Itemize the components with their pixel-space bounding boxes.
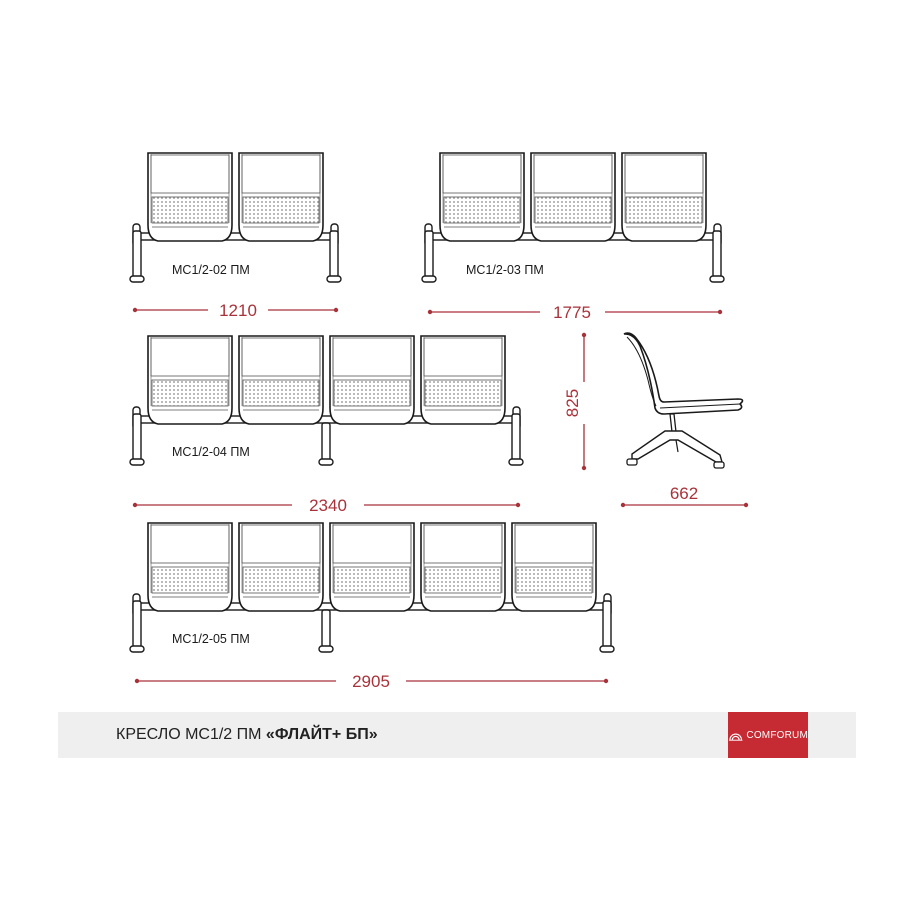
- product-title-bold: «ФЛАЙТ+ БП»: [265, 726, 378, 743]
- brand-name: COMFORUM: [746, 729, 808, 741]
- dimension-2905: [135, 672, 608, 691]
- height-label: 825: [563, 388, 582, 418]
- seat: [531, 153, 615, 241]
- depth-label: 662: [669, 484, 699, 503]
- seat: [239, 523, 323, 611]
- width-label: 2905: [352, 672, 390, 691]
- bench-3-seat: [422, 153, 724, 282]
- side-view-chair: [624, 333, 743, 468]
- width-label: 1775: [553, 303, 591, 322]
- seat: [330, 523, 414, 611]
- seat: [148, 336, 232, 424]
- dimension-1775: [428, 303, 722, 322]
- model-label: МС1/2-05 ПМ: [172, 632, 250, 646]
- seat: [421, 523, 505, 611]
- bench-2-seat: [130, 153, 341, 282]
- seat: [239, 336, 323, 424]
- model-label: МС1/2-02 ПМ: [172, 263, 250, 277]
- dimension-825: [563, 333, 586, 470]
- seat: [421, 336, 505, 424]
- dimension-2340: [133, 496, 520, 515]
- seat: [239, 153, 323, 241]
- model-label: МС1/2-04 ПМ: [172, 445, 250, 459]
- dimension-662: [621, 484, 748, 507]
- bench-5-seat: [130, 523, 614, 652]
- product-title: [116, 726, 378, 744]
- seat: [440, 153, 524, 241]
- brand-logo: [728, 712, 808, 758]
- width-label: 2340: [309, 496, 347, 515]
- model-label: МС1/2-03 ПМ: [466, 263, 544, 277]
- bench-4-seat: [130, 336, 523, 465]
- seat: [512, 523, 596, 611]
- sunrise-arcs-icon: [728, 729, 743, 741]
- seat: [148, 153, 232, 241]
- footer-bar: [58, 712, 856, 758]
- product-title-plain: КРЕСЛО МС1/2 ПМ: [116, 726, 266, 743]
- seat: [622, 153, 706, 241]
- seat: [148, 523, 232, 611]
- width-label: 1210: [219, 301, 257, 320]
- seat: [330, 336, 414, 424]
- dimension-1210: [133, 301, 338, 320]
